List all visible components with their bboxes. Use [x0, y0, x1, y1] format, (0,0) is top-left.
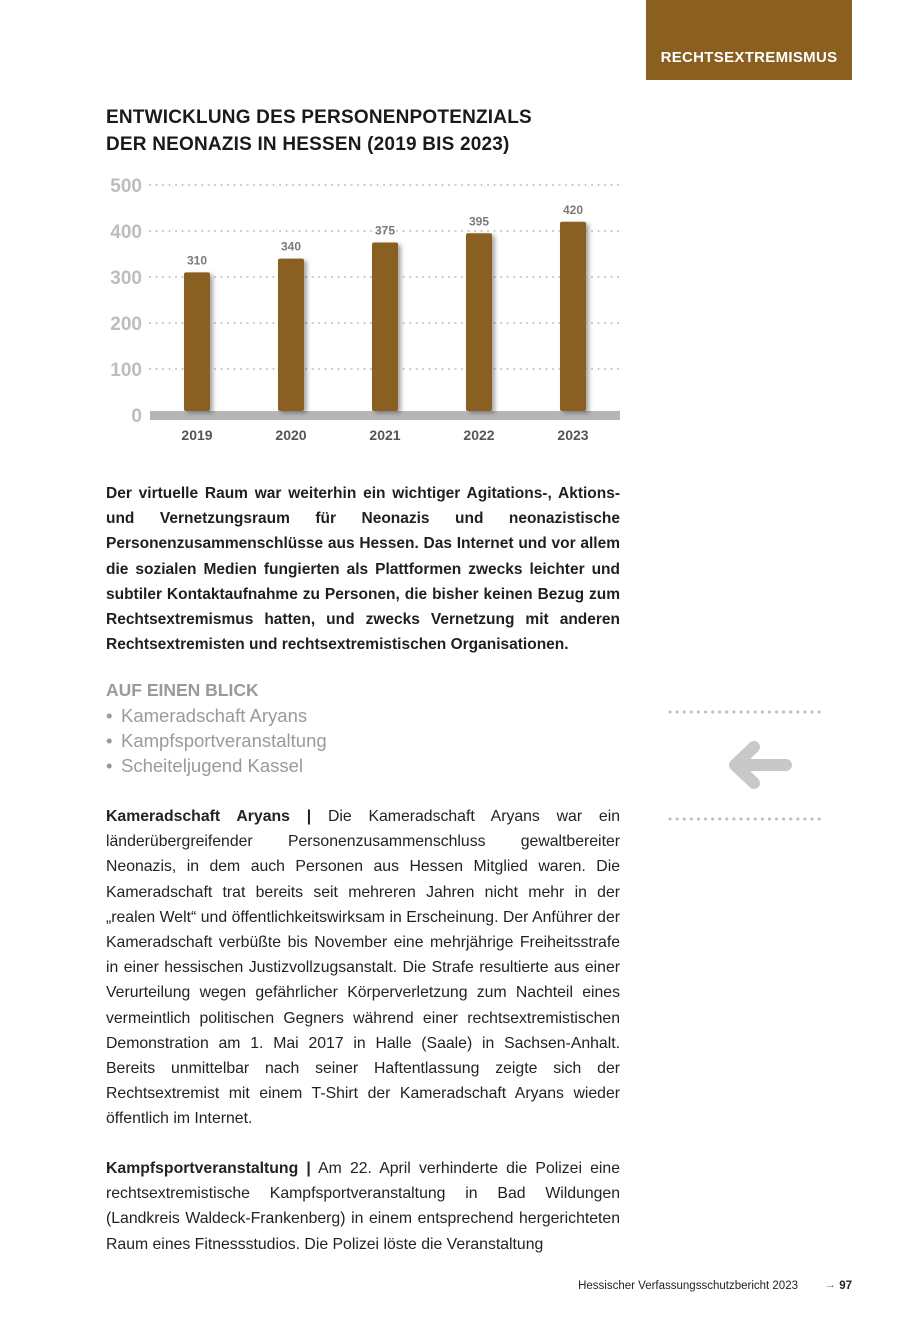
paragraph-text: Die Kameradschaft Aryans war ein länderübergreifender Personenzusammenschluss gewaltbereiter Neonazis, in dem auch Personen aus Hessen Mitglied waren. Die Kameradschaft trat bereits seit mehreren Jahren nicht mehr in der „realen Welt“ und öffentlichkeitswirksam in Erscheinung. Der Anführer der Kameradschaft verbüßte bis November eine mehrjährige Freiheitsstrafe in einer hessischen Justizvollzugsanstalt. Die Strafe resultierte aus einer Verurteilung wegen gefährlicher Körperverletzung zum Nachteil eines vermeintlich politischen Gegners während einer rechtsextremistischen Demonstration am 1. Mai 2017 in Halle (Saale) in Sachsen-Anhalt. Bereits unmittelbar nach seiner Haftentlassung zeigte sich der Rechtsextremist mit einem T-Shirt der Kameradschaft Aryans wieder öffentlich im Internet.: [106, 808, 620, 1128]
bar: [184, 272, 210, 411]
footer-title: Hessischer Verfassungsschutzbericht 2023: [578, 1280, 798, 1292]
y-tick-label: 500: [110, 176, 142, 197]
glance-item-label: Kampfsportveranstaltung: [121, 730, 327, 751]
y-tick-label: 400: [110, 222, 142, 243]
paragraph-kameradschaft-aryans: [106, 804, 620, 1132]
bullet-icon: •: [106, 705, 113, 726]
at-a-glance-heading: AUF EINEN BLICK: [106, 680, 259, 700]
bullet-icon: •: [106, 730, 113, 751]
bar: [372, 243, 398, 412]
bullet-icon: •: [106, 755, 113, 776]
page-number: 97: [839, 1280, 852, 1292]
chart-title-line-1: ENTWICKLUNG DES PERSONENPOTENZIALS: [106, 107, 532, 128]
x-tick-label: 2023: [557, 427, 589, 443]
data-label: 340: [280, 239, 302, 254]
glance-item-label: Scheiteljugend Kassel: [121, 755, 304, 776]
section-label: RECHTSEXTREMISMUS: [646, 0, 852, 80]
page-footer: [0, 1280, 852, 1298]
x-tick-label: 2022: [463, 427, 495, 443]
data-label: 310: [186, 253, 208, 268]
x-tick-label: 2020: [275, 427, 307, 443]
paragraph-lead: Kampfsportveranstaltung |: [106, 1160, 311, 1177]
paragraph-text: Am 22. April verhinderte die Polizei eine rechtsextremistische Kampfsportveranstaltung in Bad Wildungen (Landkreis Waldeck-Frankenberg) in einem entsprechend hergerichteten Raum eines Fitnessstudios. Die Polizei löste die Veranstaltung: [106, 1160, 620, 1253]
glance-item: [106, 753, 620, 778]
y-tick-label: 300: [110, 268, 142, 289]
paragraph-lead: Kameradschaft Aryans |: [106, 808, 312, 825]
glance-item-label: Kameradschaft Aryans: [121, 705, 308, 726]
y-tick-label: 100: [110, 360, 142, 381]
intro-paragraph: Der virtuelle Raum war weiterhin ein wichtiger Agitations-, Aktions- und Vernetzungsraum für Neonazis und neonazistische Personenzusammenschlüsse aus Hessen. Das Internet und vor allem die sozialen Medien fungierten als Plattformen zwecks leichter und subtiler Kontaktaufnahme zu Personen, die bisher keinen Bezug zum Rechtsextremismus hatten, und zwecks Vernetzung mit anderen Rechtsextremisten und rechtsextremistischen Organisationen.: [106, 485, 620, 654]
y-tick-label: 200: [110, 314, 142, 335]
bar: [560, 222, 586, 411]
glance-item: [106, 703, 620, 728]
bar: [278, 259, 304, 411]
bar: [466, 233, 492, 411]
glance-item: [106, 728, 620, 753]
at-a-glance-box: [106, 678, 620, 778]
chart-title-line-2: DER NEONAZIS IN HESSEN (2019 BIS 2023): [106, 134, 510, 155]
left-arrow-icon: [735, 747, 786, 783]
bar-chart: [0, 0, 900, 460]
data-label: 395: [468, 214, 490, 229]
x-tick-label: 2019: [181, 427, 213, 443]
paragraph-kampfsportveranstaltung: [106, 1156, 620, 1257]
data-label: 420: [562, 202, 584, 217]
footer-arrow-icon: →: [824, 1279, 836, 1291]
x-tick-label: 2021: [369, 427, 401, 443]
y-tick-label: 0: [131, 406, 142, 427]
data-label: 375: [374, 223, 396, 238]
side-navigation-decoration: [668, 704, 828, 826]
x-axis-baseline: [150, 411, 620, 420]
at-a-glance-list: [106, 703, 620, 778]
